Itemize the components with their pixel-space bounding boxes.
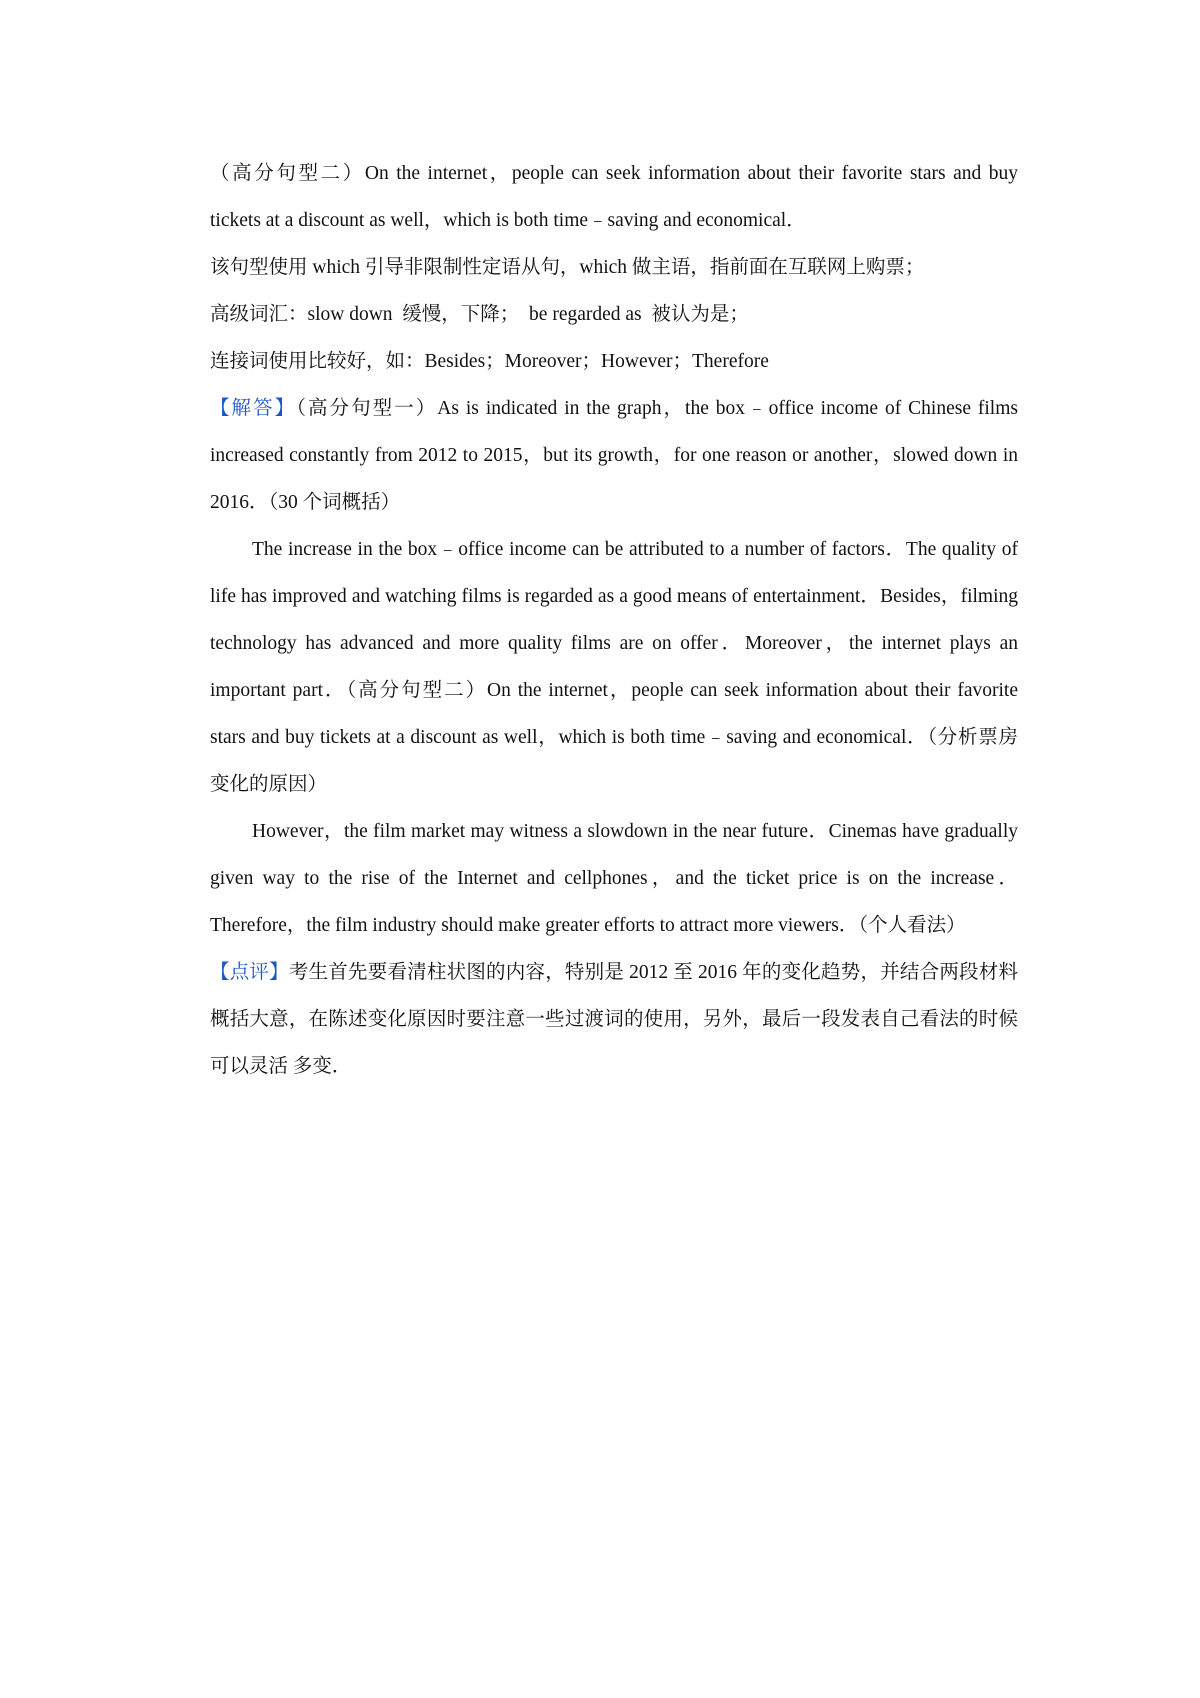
- comment-tag: 【点评】: [210, 962, 289, 983]
- answer-text: （高分句型一）As is indicated in the graph，the box﹣office income of Chinese films increased constantly from 2012 to 2015，but its growth，for one reason or another，slowed down in 2016．（30 个词概括）: [210, 398, 1018, 513]
- body-paragraph-reasons: The increase in the box﹣office income can be attributed to a number of factors．The quality of life has improved and watching films is regarded as a good means of entertainment．Besides，filming technology has advanced and more quality films are on offer．Moreover，the internet plays an important part．（高分句型二）On the internet，people can seek information about their favorite stars and buy tickets at a discount as well，which is both time﹣saving and economical．（分析票房变化的原因）: [210, 539, 1018, 795]
- sentence-pattern-two: （高分句型二）On the internet，people can seek information about their favorite stars and buy tickets at a discount as well，which is both time﹣saving and economical．: [210, 163, 1018, 231]
- comment-paragraph: [210, 949, 1018, 1090]
- grammar-note: 该句型使用 which 引导非限制性定语从句，which 做主语，指前面在互联网上购票；: [210, 257, 925, 278]
- document-content: [210, 150, 1018, 1090]
- answer-paragraph: [210, 385, 1018, 526]
- answer-tag: 【解答】: [210, 398, 297, 419]
- comment-text: 考生首先要看清柱状图的内容，特别是 2012 至 2016 年的变化趋势，并结合两段材料概括大意，在陈述变化原因时要注意一些过渡词的使用，另外，最后一段发表自己看法的时候可以灵活 多变．: [210, 962, 1018, 1077]
- vocabulary-note: 高级词汇：slow down 缓慢，下降； be regarded as 被认为是；: [210, 304, 749, 325]
- connector-note: 连接词使用比较好，如：Besides；Moreover；However；Therefore: [210, 351, 769, 372]
- body-paragraph-opinion: However，the film market may witness a slowdown in the near future．Cinemas have gradually given way to the rise of the Internet and cellphones，and the ticket price is on the increase．Therefore，the film industry should make greater efforts to attract more viewers．（个人看法）: [210, 821, 1018, 936]
